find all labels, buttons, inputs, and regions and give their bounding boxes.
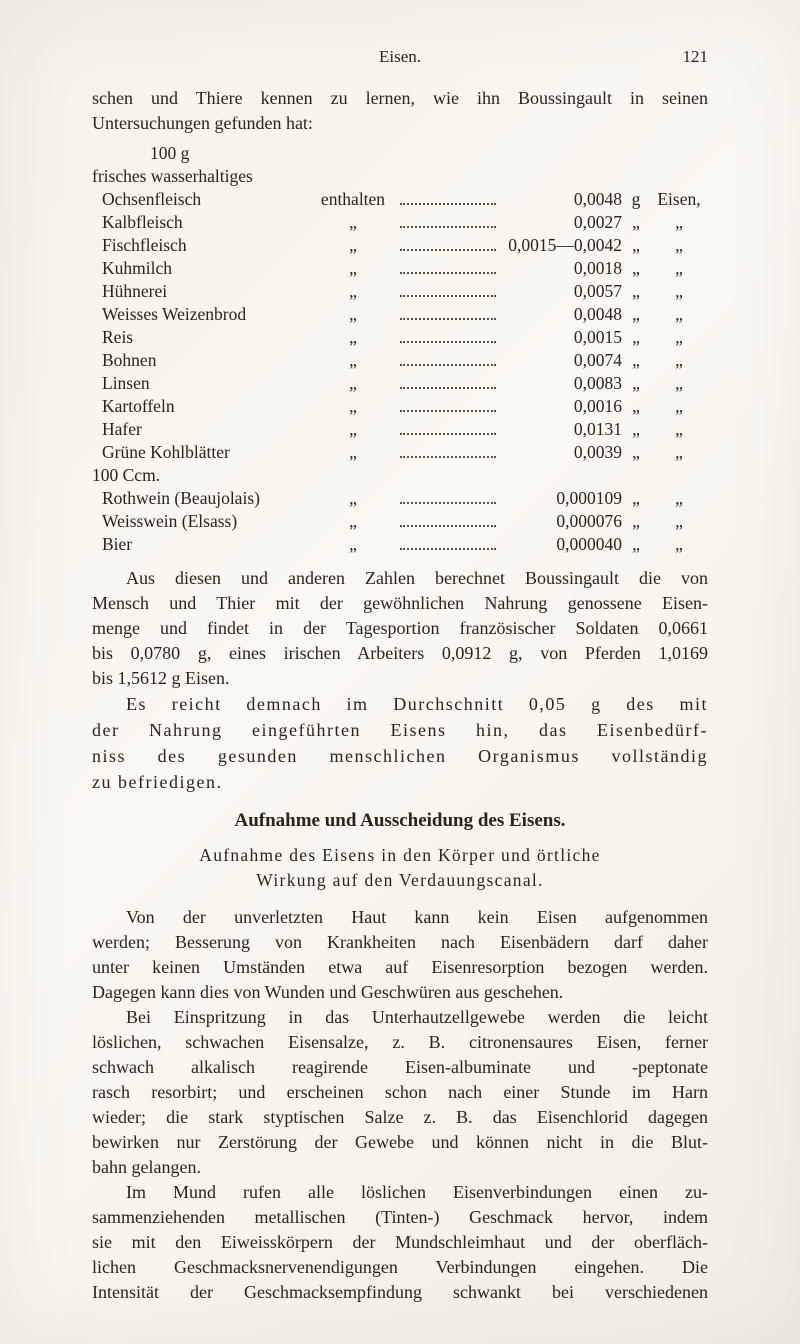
paragraph-skin-absorption: [92, 905, 708, 1005]
iron-amount: 0,0057: [573, 281, 622, 301]
text-line: unter keinen Umständen etwa auf Eisenresorption bezogen werden.: [92, 957, 708, 977]
paragraph-mouth-taste: [92, 1180, 708, 1305]
dot-leader: [400, 249, 496, 251]
ditto-mark: „: [675, 511, 683, 531]
dot-leader: [400, 387, 496, 389]
text-line: Von der unverletzten Haut kann kein Eisen aufgenommen: [126, 907, 708, 927]
text-line: bis 0,0780 g, eines irischen Arbeiters 0,0912 g, von Pferden 1,0169: [92, 643, 708, 663]
dot-leader: [400, 364, 496, 366]
iron-amount: 0,0015: [573, 327, 622, 347]
dot-leader: [400, 548, 496, 550]
ditto-mark: „: [675, 304, 683, 324]
text-line: bahn gelangen.: [92, 1157, 201, 1177]
iron-content-table: [92, 142, 708, 556]
text-line: sammenziehenden metallischen (Tinten-) Geschmack hervor, indem: [92, 1207, 708, 1227]
dot-leader: [400, 433, 496, 435]
food-item-label: Linsen: [102, 373, 150, 393]
iron-amount: 0,000040: [556, 534, 622, 554]
dot-leader: [400, 272, 496, 274]
ditto-mark: „: [349, 419, 357, 439]
text-line: Aufnahme des Eisens in den Körper und örtliche: [199, 845, 601, 865]
table-row: [92, 418, 708, 441]
dot-leader: [400, 203, 496, 205]
table-row: [92, 395, 708, 418]
paragraph-daily-requirement: [92, 691, 708, 795]
food-item-label: Fischfleisch: [102, 235, 187, 255]
food-item-label: Hafer: [102, 419, 142, 439]
ditto-mark: „: [349, 373, 357, 393]
table-row: [92, 326, 708, 349]
paragraph-subcutaneous-injection: [92, 1005, 708, 1180]
food-item-label: Bohnen: [102, 350, 157, 370]
table-row: [92, 188, 708, 211]
text-line: Mensch und Thier mit der gewöhnlichen Nahrung genossene Eisen-: [92, 593, 708, 613]
dot-leader: [400, 456, 496, 458]
text-line: sie mit den Eiweisskörpern der Mundschleimhaut und der oberfläch-: [92, 1232, 708, 1252]
section-heading: Aufnahme und Ausscheidung des Eisens.: [234, 810, 566, 831]
text-line: Bei Einspritzung in das Unterhautzellgewebe werden die leicht: [126, 1007, 708, 1027]
ditto-mark: „: [632, 534, 640, 554]
ditto-mark: „: [349, 304, 357, 324]
page-header: [92, 46, 708, 68]
intro-paragraph: [92, 86, 708, 136]
food-item-label: Hühnerei: [102, 281, 168, 301]
table-row: [92, 533, 708, 556]
ditto-mark: „: [349, 258, 357, 278]
table-row: [92, 280, 708, 303]
ditto-mark: „: [632, 419, 640, 439]
ditto-mark: „: [349, 488, 357, 508]
ditto-mark: „: [632, 327, 640, 347]
quantity-header-ccm: 100 Ccm.: [92, 465, 161, 485]
ditto-mark: „: [632, 304, 640, 324]
quantity-header-grams: 100 g: [150, 143, 190, 163]
contains-label: enthalten: [320, 189, 386, 209]
ditto-mark: „: [349, 442, 357, 462]
text-line: Im Mund rufen alle löslichen Eisenverbindungen einen zu-: [126, 1182, 708, 1202]
iron-amount: 0,0039: [573, 442, 622, 462]
food-item-label: Weisswein (Elsass): [102, 511, 238, 531]
ditto-mark: „: [675, 442, 683, 462]
text-line: werden; Besserung von Krankheiten nach Eisenbädern darf daher: [92, 932, 708, 952]
ditto-mark: „: [675, 212, 683, 232]
text-line: lichen Geschmacksnervenendigungen Verbindungen eingehen. Die: [92, 1257, 708, 1277]
food-item-label: Weisses Weizenbrod: [102, 304, 247, 324]
ditto-mark: „: [349, 534, 357, 554]
table-row: [92, 234, 708, 257]
text-line: schen und Thiere kennen zu lernen, wie ihn Boussingault in seinen: [92, 88, 708, 108]
ditto-mark: „: [675, 281, 683, 301]
iron-amount: 0,0083: [573, 373, 622, 393]
ditto-mark: „: [675, 258, 683, 278]
ditto-mark: „: [632, 396, 640, 416]
iron-amount: 0,0027: [573, 212, 622, 232]
text-line: bewirken nur Zerstörung der Gewebe und können nicht in die Blut-: [92, 1132, 708, 1152]
ditto-mark: „: [675, 373, 683, 393]
iron-amount: 0,0018: [573, 258, 622, 278]
ditto-mark: „: [349, 281, 357, 301]
ditto-mark: „: [632, 442, 640, 462]
table-row: [92, 441, 708, 464]
ditto-mark: „: [349, 235, 357, 255]
text-line: Aus diesen und anderen Zahlen berechnet Boussingault die von: [126, 568, 708, 588]
ditto-mark: „: [675, 350, 683, 370]
ditto-mark: „: [632, 373, 640, 393]
dot-leader: [400, 502, 496, 504]
text-line: niss des gesunden menschlichen Organismus vollständig: [92, 746, 708, 766]
food-item-label: Ochsenfleisch: [102, 189, 202, 209]
table-row: [92, 372, 708, 395]
dot-leader: [400, 410, 496, 412]
text-line: löslichen, schwachen Eisensalze, z. B. citronensaures Eisen, ferner: [92, 1032, 708, 1052]
text-line: bis 1,5612 g Eisen.: [92, 668, 230, 688]
table-row: [92, 349, 708, 372]
table-row: [92, 510, 708, 533]
iron-amount: 0,0015—0,0042: [508, 235, 622, 255]
ditto-mark: „: [349, 212, 357, 232]
dot-leader: [400, 341, 496, 343]
ditto-mark: „: [632, 511, 640, 531]
dot-leader: [400, 226, 496, 228]
ditto-mark: „: [675, 235, 683, 255]
iron-amount: 0,000076: [556, 511, 622, 531]
text-line: wieder; die stark styptischen Salze z. B. das Eisenchlorid dagegen: [92, 1107, 708, 1127]
paragraph-boussingault-calculation: [92, 566, 708, 691]
text-line: Intensität der Geschmacksempfindung schwankt bei verschiedenen: [92, 1282, 708, 1302]
ditto-mark: „: [632, 212, 640, 232]
ditto-mark: „: [675, 488, 683, 508]
ditto-mark: „: [632, 281, 640, 301]
dot-leader: [400, 295, 496, 297]
food-item-label: Kalbfleisch: [102, 212, 183, 232]
food-item-label: Grüne Kohlblätter: [102, 442, 230, 462]
ditto-mark: „: [349, 327, 357, 347]
unit-eisen: Eisen,: [657, 189, 701, 209]
table-row: [92, 211, 708, 234]
unit-gram: g: [631, 189, 641, 209]
text-line: Es reicht demnach im Durchschnitt 0,05 g des mit: [126, 694, 708, 714]
iron-amount: 0,0131: [573, 419, 622, 439]
text-line: rasch resorbirt; und erscheinen schon nach einer Stunde im Harn: [92, 1082, 708, 1102]
text-line: Dagegen kann dies von Wunden und Geschwüren aus geschehen.: [92, 982, 564, 1002]
ditto-mark: „: [632, 350, 640, 370]
table-row: [92, 257, 708, 280]
iron-amount: 0,0048: [573, 304, 622, 324]
ditto-mark: „: [349, 350, 357, 370]
running-title: Eisen.: [378, 47, 422, 66]
text-line: zu befriedigen.: [92, 772, 223, 792]
food-item-label: Bier: [102, 534, 133, 554]
text-line: Untersuchungen gefunden hat:: [92, 113, 313, 133]
table-row: [92, 303, 708, 326]
ditto-mark: „: [632, 488, 640, 508]
table-row: [92, 487, 708, 510]
ditto-mark: „: [675, 534, 683, 554]
ditto-mark: „: [632, 235, 640, 255]
section-subheading: [92, 843, 708, 893]
ditto-mark: „: [675, 419, 683, 439]
ditto-mark: „: [675, 396, 683, 416]
ditto-mark: „: [349, 511, 357, 531]
dot-leader: [400, 525, 496, 527]
dot-leader: [400, 318, 496, 320]
quantity-note: frisches wasserhaltiges: [92, 166, 253, 186]
food-item-label: Rothwein (Beaujolais): [102, 488, 260, 508]
food-item-label: Kartoffeln: [102, 396, 175, 416]
iron-amount: 0,0074: [573, 350, 622, 370]
iron-amount: 0,0016: [573, 396, 622, 416]
text-line: Wirkung auf den Verdauungscanal.: [256, 870, 544, 890]
text-line: menge und findet in der Tagesportion französischer Soldaten 0,0661: [92, 618, 708, 638]
page-number: 121: [682, 47, 708, 66]
iron-amount: 0,0048: [573, 189, 622, 209]
food-item-label: Reis: [102, 327, 134, 347]
iron-amount: 0,000109: [556, 488, 622, 508]
ditto-mark: „: [632, 258, 640, 278]
ditto-mark: „: [349, 396, 357, 416]
ditto-mark: „: [675, 327, 683, 347]
food-item-label: Kuhmilch: [102, 258, 172, 278]
text-line: der Nahrung eingeführten Eisens hin, das Eisenbedürf-: [92, 720, 708, 740]
text-line: schwach alkalisch reagirende Eisen-albuminate und -peptonate: [92, 1057, 708, 1077]
